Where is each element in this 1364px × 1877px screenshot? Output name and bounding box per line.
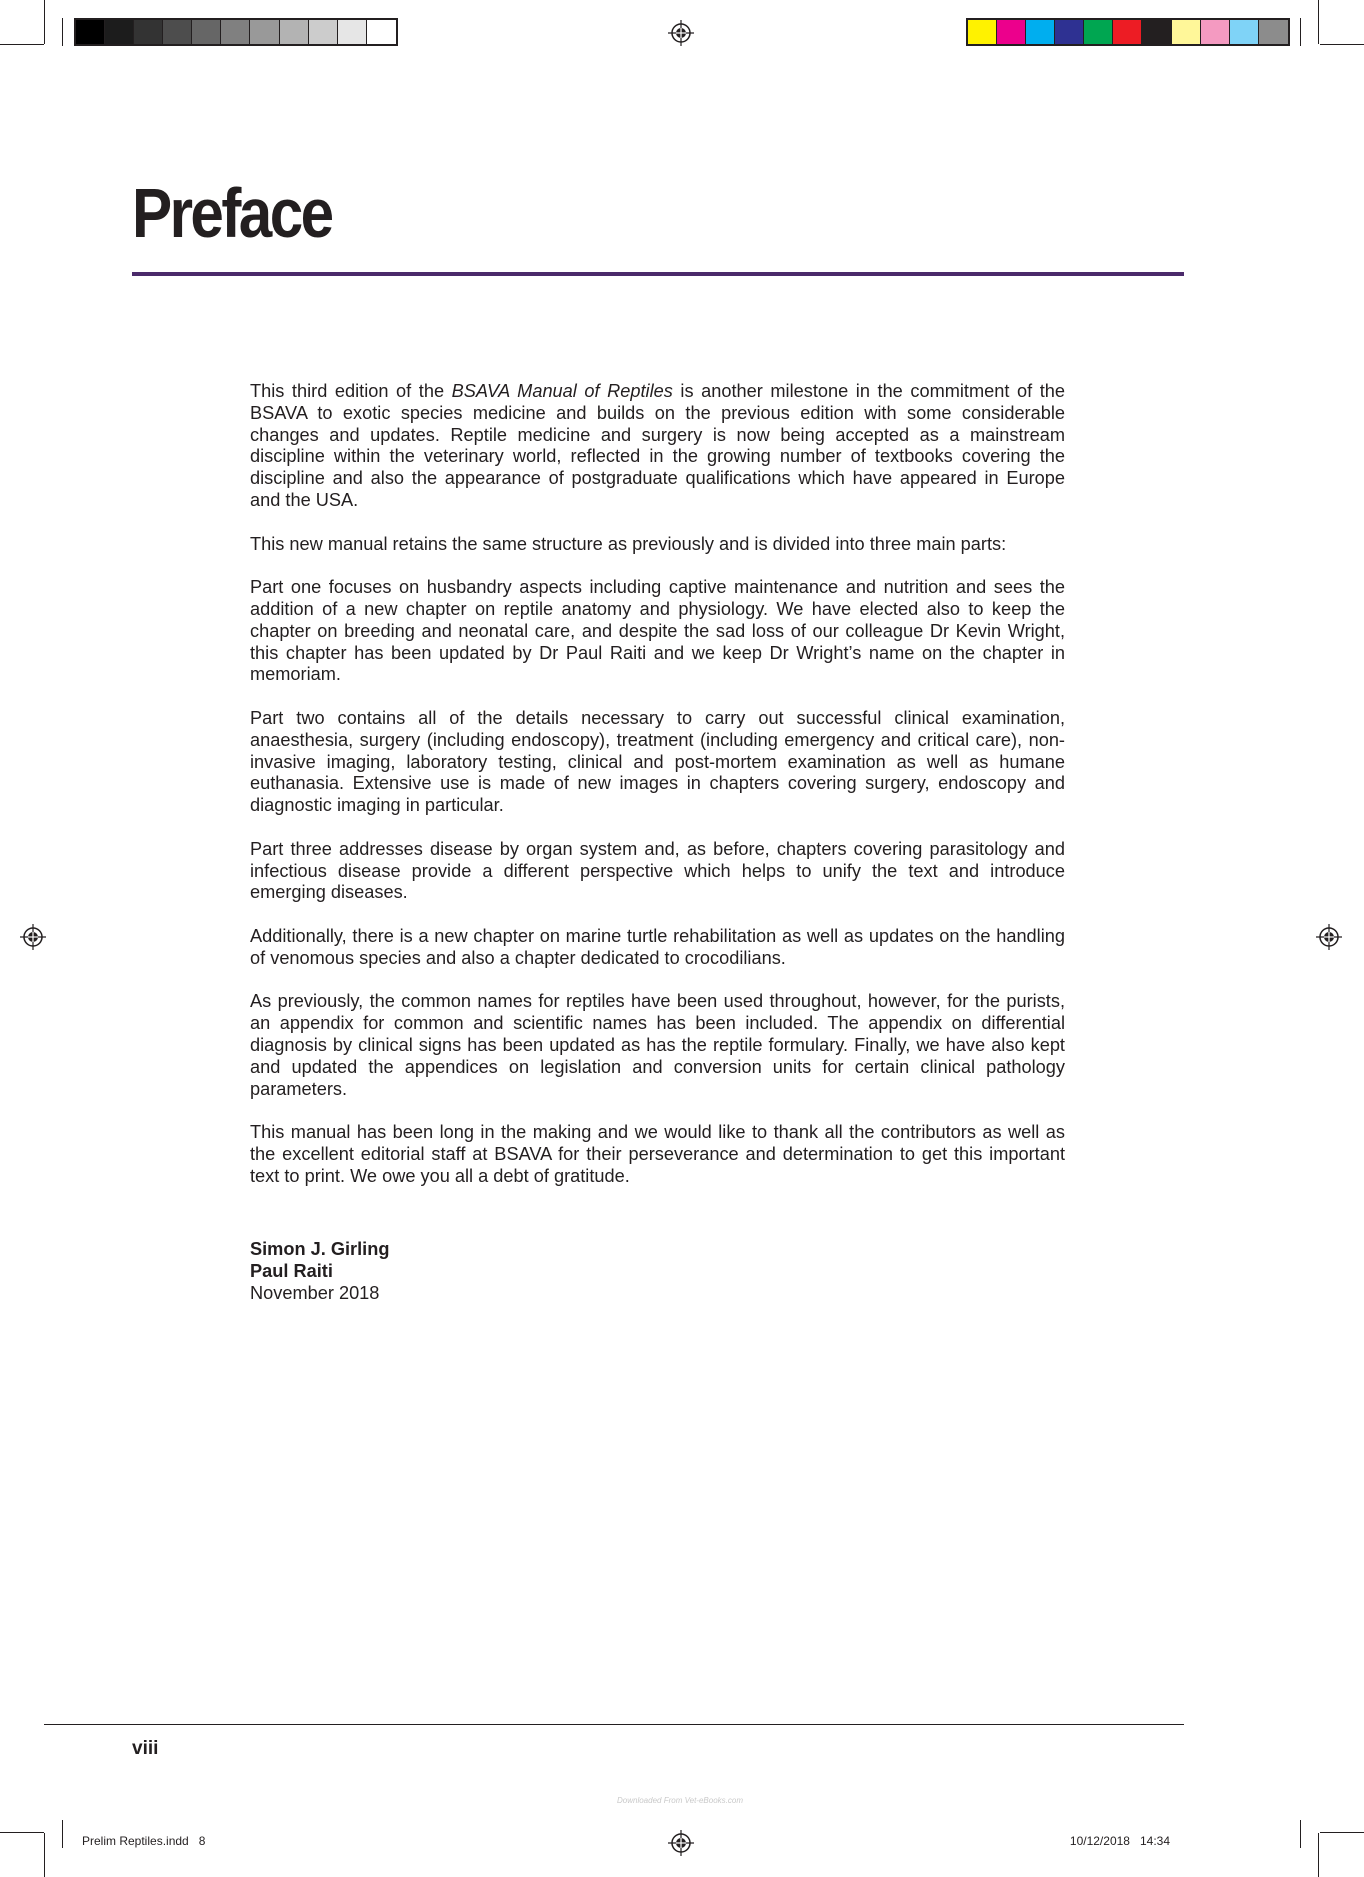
crop-mark	[1320, 1832, 1364, 1833]
title-rule	[132, 272, 1184, 276]
crop-mark	[1300, 1820, 1301, 1848]
author-name: Simon J. Girling	[250, 1239, 390, 1259]
page-title: Preface	[132, 174, 332, 252]
paragraph: This new manual retains the same structure as previously and is divided into three main parts:	[250, 533, 1007, 554]
color-swatch	[968, 20, 997, 44]
paragraph: As previously, the common names for reptiles have been used throughout, however, for the purists, an appendix for common and scientific names has been included. The appendix on differential diagnosis by clinical signs has been updated as has the reptile formulary. Finally, we have also kept and updated the appendices on legislation and conversion units for certain clinical pathology parameters.	[250, 991, 1065, 1099]
crop-mark	[1318, 0, 1319, 44]
crop-mark	[0, 1832, 44, 1833]
color-swatch	[1084, 20, 1113, 44]
page-number: viii	[132, 1738, 159, 1759]
color-swatch	[134, 20, 163, 44]
preface-body	[250, 381, 1065, 1209]
crop-mark	[1320, 44, 1364, 45]
registration-mark-icon	[668, 1830, 694, 1856]
grayscale-color-bar	[74, 18, 398, 46]
paragraph: This manual has been long in the making and we would like to thank all the contributors as well as the excellent editorial staff at BSAVA for their perseverance and determination to get this important text to print. We owe you all a debt of gratitude.	[250, 1122, 1065, 1186]
crop-mark	[44, 1833, 45, 1877]
color-swatch	[1230, 20, 1259, 44]
color-swatch	[367, 20, 396, 44]
paragraph: This third edition of the BSAVA Manual of Reptiles is another milestone in the commitment of the BSAVA to exotic species medicine and builds on the previous edition with some considerable changes and updates. Reptile medicine and surgery is now being accepted as a mainstream discipline within the veterinary world, reflected in the growing number of textbooks covering the discipline and also the appearance of postgraduate qualifications which have appeared in Europe and the USA.	[250, 381, 1065, 510]
crop-mark	[1318, 1833, 1319, 1877]
crop-mark	[44, 0, 45, 44]
registration-mark-icon	[20, 924, 46, 950]
color-swatch	[192, 20, 221, 44]
process-color-bar	[966, 18, 1290, 46]
slug-timestamp: 10/12/2018 14:34	[1069, 1834, 1170, 1848]
slug-filename: Prelim Reptiles.indd 8	[82, 1834, 206, 1848]
color-swatch	[1142, 20, 1171, 44]
color-swatch	[1055, 20, 1084, 44]
signature-block	[250, 1238, 389, 1304]
crop-mark	[62, 18, 63, 46]
signature-date: November 2018	[250, 1283, 380, 1303]
color-swatch	[1259, 20, 1288, 44]
color-swatch	[221, 20, 250, 44]
footer-rule	[44, 1724, 1184, 1725]
paragraph: Part one focuses on husbandry aspects including captive maintenance and nutrition and sees the addition of a new chapter on reptile anatomy and physiology. We have elected also to keep the chapter on breeding and neonatal care, and despite the sad loss of our colleague Dr Kevin Wright, this chapter has been updated by Dr Paul Raiti and we keep Dr Wright’s name on the chapter in memoriam.	[250, 577, 1065, 685]
color-swatch	[105, 20, 134, 44]
color-swatch	[1113, 20, 1142, 44]
book-title: BSAVA Manual of Reptiles	[451, 381, 673, 401]
color-swatch	[250, 20, 279, 44]
color-swatch	[309, 20, 338, 44]
color-swatch	[163, 20, 192, 44]
color-swatch	[997, 20, 1026, 44]
registration-mark-icon	[668, 20, 694, 46]
color-swatch	[1026, 20, 1055, 44]
color-swatch	[76, 20, 105, 44]
crop-mark	[62, 1820, 63, 1848]
color-swatch	[280, 20, 309, 44]
paragraph: Part three addresses disease by organ system and, as before, chapters covering parasitology and infectious disease provide a different perspective which helps to unify the text and introduce emerging diseases.	[250, 838, 1065, 903]
paragraph: Additionally, there is a new chapter on marine turtle rehabilitation as well as updates on the handling of venomous species and also a chapter dedicated to crocodilians.	[250, 925, 1065, 968]
color-swatch	[1172, 20, 1201, 44]
registration-mark-icon	[1316, 924, 1342, 950]
crop-mark	[0, 44, 44, 45]
download-watermark: Downloaded From Vet-eBooks.com	[617, 1796, 743, 1805]
author-name: Paul Raiti	[250, 1261, 333, 1281]
crop-mark	[1300, 18, 1301, 46]
color-swatch	[338, 20, 367, 44]
paragraph: Part two contains all of the details necessary to carry out successful clinical examination, anaesthesia, surgery (including endoscopy), treatment (including emergency and critical care), non-invasive imaging, laboratory testing, clinical and post-mortem examination as well as humane euthanasia. Extensive use is made of new images in chapters covering surgery, endoscopy and diagnostic imaging in particular.	[250, 707, 1065, 816]
color-swatch	[1201, 20, 1230, 44]
